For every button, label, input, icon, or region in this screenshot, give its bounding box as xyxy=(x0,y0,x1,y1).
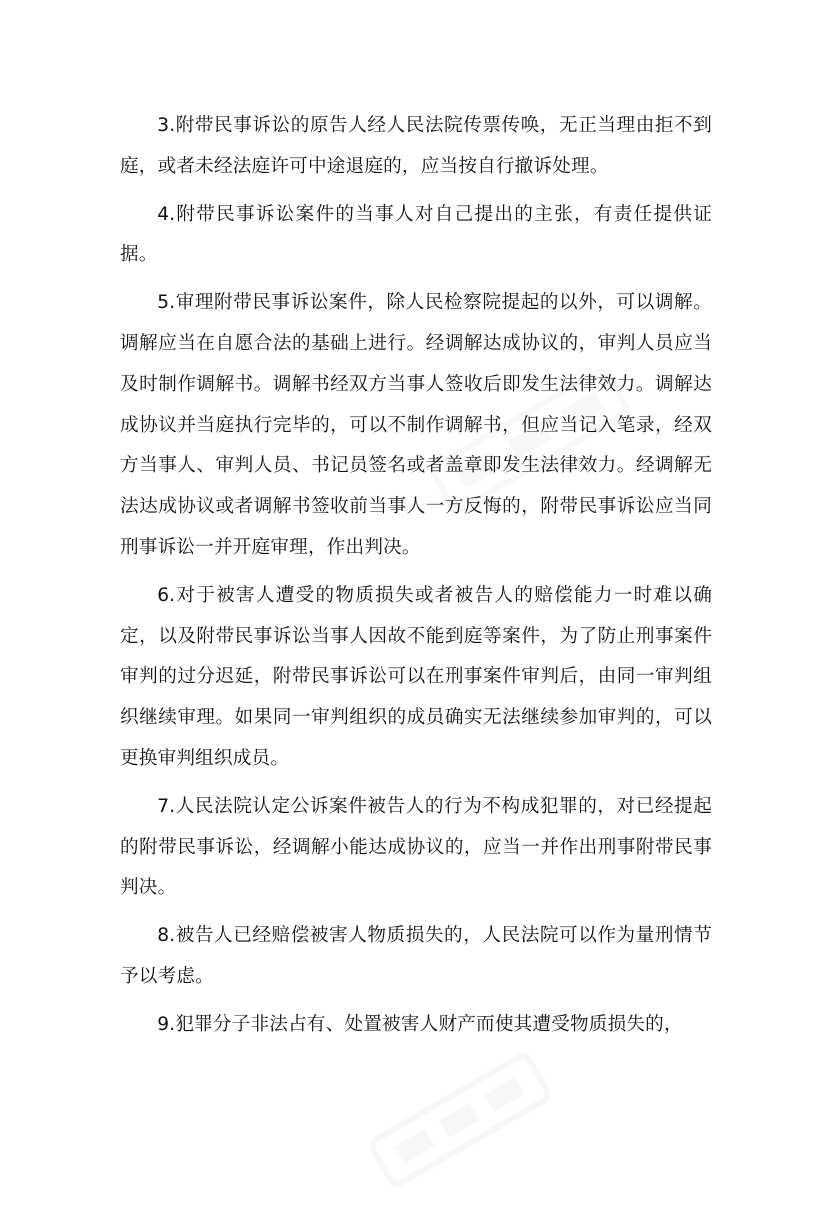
document-body xyxy=(120,106,712,1053)
paragraph-item-4: 4.附带民事诉讼案件的当事人对自己提出的主张，有责任提供证据。 xyxy=(120,203,712,266)
paragraph-item-5: 5.审理附带民事诉讼案件，除人民检察院提起的以外，可以调解。调解应当在自愿合法的基础上进行。经调解达成协议的，审判人员应当及时制作调解书。调解书经双方当事人签收后即发生法律效力。调解达成协议并当庭执行完毕的，可以不制作调解书，但应当记入笔录，经双方当事人、审判人员、书记员签名或者盖章即发生法律效力。经调解无法达成协议或者调解书签收前当事人一方反悔的，附带民事诉讼应当同刑事诉讼一并开庭审理，作出判决。 xyxy=(120,292,712,558)
paragraph-item-3: 3.附带民事诉讼的原告人经人民法院传票传唤，无正当理由拒不到庭，或者未经法庭许可中途退庭的，应当按自行撤诉处理。 xyxy=(120,115,712,177)
paragraph-item-6: 6.对于被害人遭受的物质损失或者被告人的赔偿能力一时难以确定，以及附带民事诉讼当事人因故不能到庭等案件，为了防止刑事案件审判的过分迟延，附带民事诉讼可以在刑事案件审判后，由同一审判组织继续审理。如果同一审判组织的成员确实无法继续参加审判的，可以更换审判组织成员。 xyxy=(120,584,712,769)
paragraph-item-8: 8.被告人已经赔偿被害人物质损失的，人民法院可以作为量刑情节予以考虑。 xyxy=(120,925,712,987)
watermark-mark-bottom xyxy=(353,1035,566,1204)
paragraph-item-7: 7.人民法院认定公诉案件被告人的行为不构成犯罪的，对已经提起的附带民事诉讼，经调解小能达成协议的，应当一并作出刑事附带民事判决。 xyxy=(120,795,712,899)
paragraph-item-9: 9.犯罪分子非法占有、处置被害人财产而使其遭受物质损失的， xyxy=(157,1013,683,1035)
